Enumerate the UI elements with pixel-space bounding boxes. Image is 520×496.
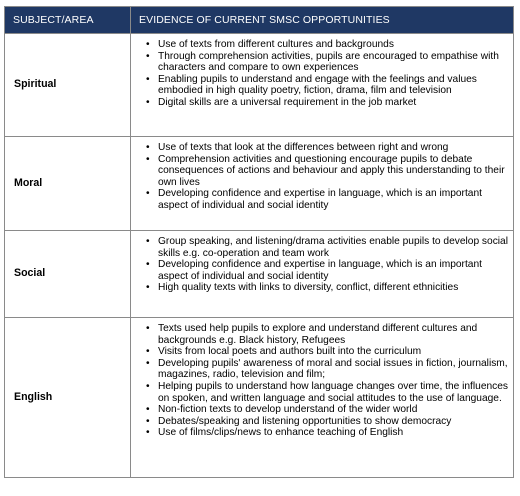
list-item: • Digital skills are a universal requirement in the job market — [145, 97, 509, 109]
list-item: • Helping pupils to understand how language changes over time, the influences on spoken, and written language and social attitudes to the use of language. — [145, 381, 509, 404]
subject-cell: English — [5, 318, 131, 478]
list-item: • Use of texts from different cultures and backgrounds — [145, 39, 509, 51]
list-item: • Texts used help pupils to explore and understand different cultures and backgrounds e.g. Black history, Refugees — [145, 323, 509, 346]
evidence-cell — [131, 231, 514, 318]
evidence-list — [145, 142, 509, 212]
evidence-list — [145, 236, 509, 294]
list-item: • Group speaking, and listening/drama activities enable pupils to develop social skills e.g. co-operation and team work — [145, 236, 509, 259]
list-item: • Enabling pupils to understand and engage with the feelings and values embodied in high quality poetry, fiction, drama, film and television — [145, 74, 509, 97]
list-item: • High quality texts with links to diversity, conflict, different ethnicities — [145, 282, 509, 294]
evidence-list — [145, 39, 509, 109]
list-item: • Use of texts that look at the differences between right and wrong — [145, 142, 509, 154]
header-subject-area: SUBJECT/AREA — [5, 7, 131, 34]
evidence-cell — [131, 34, 514, 137]
header-evidence: EVIDENCE OF CURRENT SMSC OPPORTUNITIES — [131, 7, 514, 34]
table-row-social — [5, 231, 514, 318]
list-item: • Use of films/clips/news to enhance teaching of English — [145, 427, 509, 439]
list-item: • Developing confidence and expertise in language, which is an important aspect of individual and social identity — [145, 188, 509, 211]
list-item: • Non-fiction texts to develop understand of the wider world — [145, 404, 509, 416]
table-row-spiritual — [5, 34, 514, 137]
table-row-moral — [5, 137, 514, 231]
list-item: • Developing confidence and expertise in language, which is an important aspect of individual and social identity — [145, 259, 509, 282]
evidence-cell — [131, 137, 514, 231]
list-item: • Developing pupils' awareness of moral and social issues in fiction, journalism, magazines, radio, television and film; — [145, 358, 509, 381]
subject-cell: Social — [5, 231, 131, 318]
evidence-cell — [131, 318, 514, 478]
table-row-english — [5, 318, 514, 478]
smsc-table-container — [4, 6, 513, 478]
list-item: • Comprehension activities and questioning encourage pupils to debate consequences of actions and behaviour and apply this understanding to their own lives — [145, 154, 509, 189]
header-row — [5, 7, 514, 34]
smsc-table — [4, 6, 514, 478]
list-item: • Debates/speaking and listening opportunities to show democracy — [145, 416, 509, 428]
evidence-list — [145, 323, 509, 439]
subject-cell: Spiritual — [5, 34, 131, 137]
list-item: • Visits from local poets and authors built into the curriculum — [145, 346, 509, 358]
subject-cell: Moral — [5, 137, 131, 231]
list-item: • Through comprehension activities, pupils are encouraged to empathise with characters and compare to own experiences — [145, 51, 509, 74]
